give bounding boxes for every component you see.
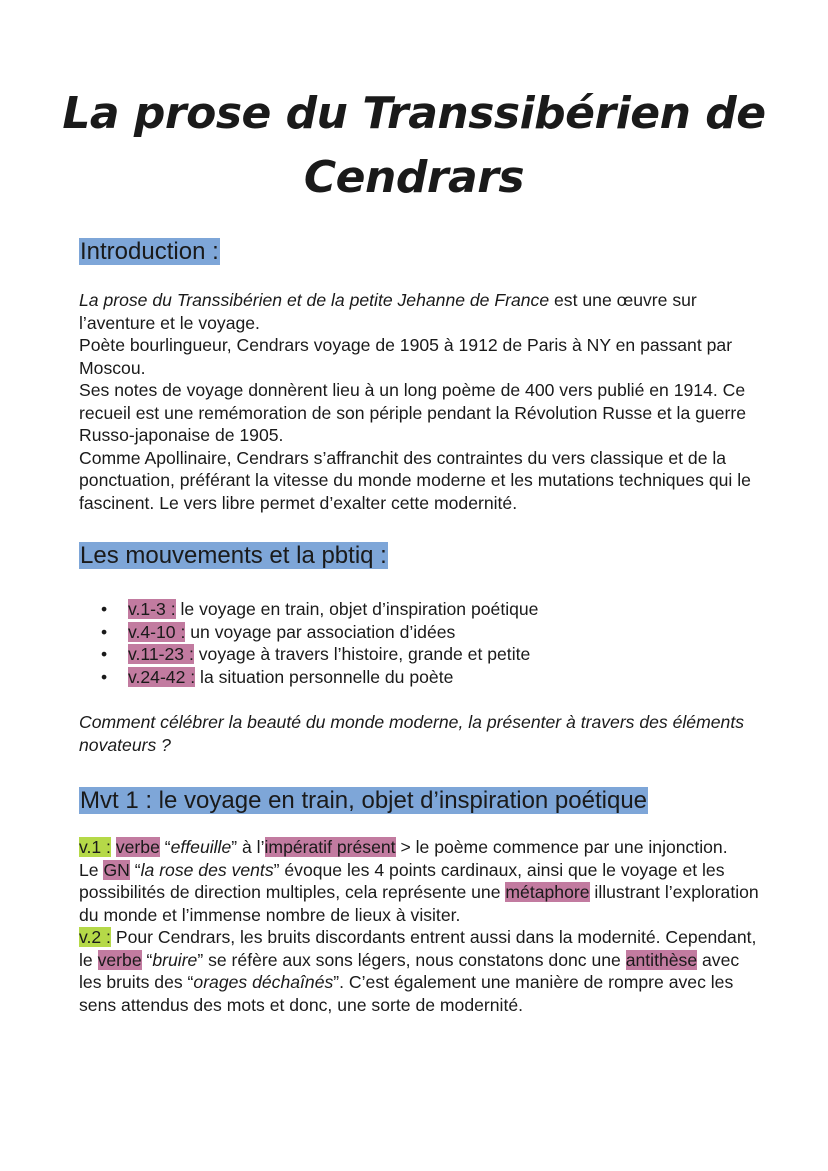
verse-range: v.11-23 : (128, 644, 194, 665)
movement-description: le voyage en train, objet d’inspiration poétique (175, 599, 539, 619)
quote: orages déchaînés (193, 972, 334, 992)
mvt1-paragraph-v1: v.1 : verbe “effeuille” à l’impératif présent > le poème commence par une injonction. (79, 837, 728, 857)
intro-paragraph-4: Comme Apollinaire, Cendrars s’affranchit des contraintes du vers classique et de la ponctuation, préférant la vitesse du monde moderne et les mutations techniques qui le fascinent. Le vers libre permet d’exalter cette modernité. (79, 447, 751, 513)
list-item (79, 666, 538, 689)
movement-description: un voyage par association d’idées (185, 621, 456, 642)
list-item (79, 643, 538, 666)
quote: la rose des vents (140, 859, 274, 880)
movements-heading-text: Les mouvements et la pbtiq : (80, 542, 387, 569)
verse-range: v.4-10 : (128, 621, 186, 642)
work-title: La prose du Transsibérien et de la petite Jehanne de France (79, 290, 550, 310)
bullet-icon: • (101, 621, 108, 642)
movements-list (79, 598, 538, 688)
movements-heading (79, 542, 388, 570)
quote: effeuille (170, 837, 232, 857)
verse-range: v.24-42 : (128, 666, 196, 687)
title-line-2: Cendrars (303, 152, 525, 203)
intro-paragraph-3: Ses notes de voyage donnèrent lieu à un long poème de 400 vers publié en 1914. Ce recueil est une remémoration de son périple pendant la Révolution Russe et la guerre Russo-japonaise de 1905. (79, 380, 746, 445)
intro-body (79, 289, 759, 514)
document-title (40, 82, 788, 210)
movement-description: voyage à travers l’histoire, grande et petite (193, 644, 531, 665)
bullet-icon: • (101, 666, 108, 687)
mvt1-heading-text: Mvt 1 : le voyage en train, objet d’inspiration poétique (80, 787, 648, 814)
term-highlight: GN (103, 859, 130, 880)
bullet-icon: • (101, 644, 108, 665)
title-line-1: La prose du Transsibérien de (62, 88, 766, 139)
term-highlight: métaphore (505, 882, 590, 902)
intro-paragraph-2: Poète bourlingueur, Cendrars voyage de 1905 à 1912 de Paris à NY en passant par Moscou. (79, 335, 733, 378)
term-highlight: verbe (115, 837, 160, 857)
term-highlight: impératif présent (264, 837, 396, 857)
problematic-question: Comment célébrer la beauté du monde moderne, la présenter à travers des éléments novateurs ? (79, 712, 745, 755)
verse-label: v.1 : (79, 837, 111, 857)
mvt1-paragraph-v2: v.2 : Pour Cendrars, les bruits discordants entrent aussi dans la modernité. Cependant, le verbe “bruire” se réfère aux sons légers, nous constatons donc une antithèse avec les bruits des “orages déchaînés”. C’est également une manière de rompre avec les sens attendus des mots et donc, une sorte de modernité. (79, 927, 757, 1015)
term-highlight: antithèse (625, 949, 698, 970)
intro-heading-text: Introduction : (80, 238, 219, 265)
term-highlight: verbe (97, 949, 142, 970)
verse-label: v.2 : (79, 927, 111, 947)
list-item (79, 621, 538, 644)
intro-paragraph-1: La prose du Transsibérien et de la petite Jehanne de France est une œuvre sur l’aventure et le voyage. (79, 290, 697, 333)
mvt1-paragraph-gn: Le GN “la rose des vents” évoque les 4 points cardinaux, ainsi que le voyage et les possibilités de direction multiples, cela représente une métaphore illustrant l’exploration du monde et l’immense nombre de lieux à visiter. (79, 859, 759, 925)
mvt1-heading (79, 787, 648, 815)
quote: bruire (152, 949, 198, 970)
mvt1-body (79, 836, 759, 1016)
list-item (79, 598, 538, 621)
intro-heading (79, 238, 220, 266)
verse-range: v.1-3 : (128, 599, 176, 619)
movement-description: la situation personnelle du poète (195, 666, 454, 687)
bullet-icon: • (101, 599, 108, 619)
